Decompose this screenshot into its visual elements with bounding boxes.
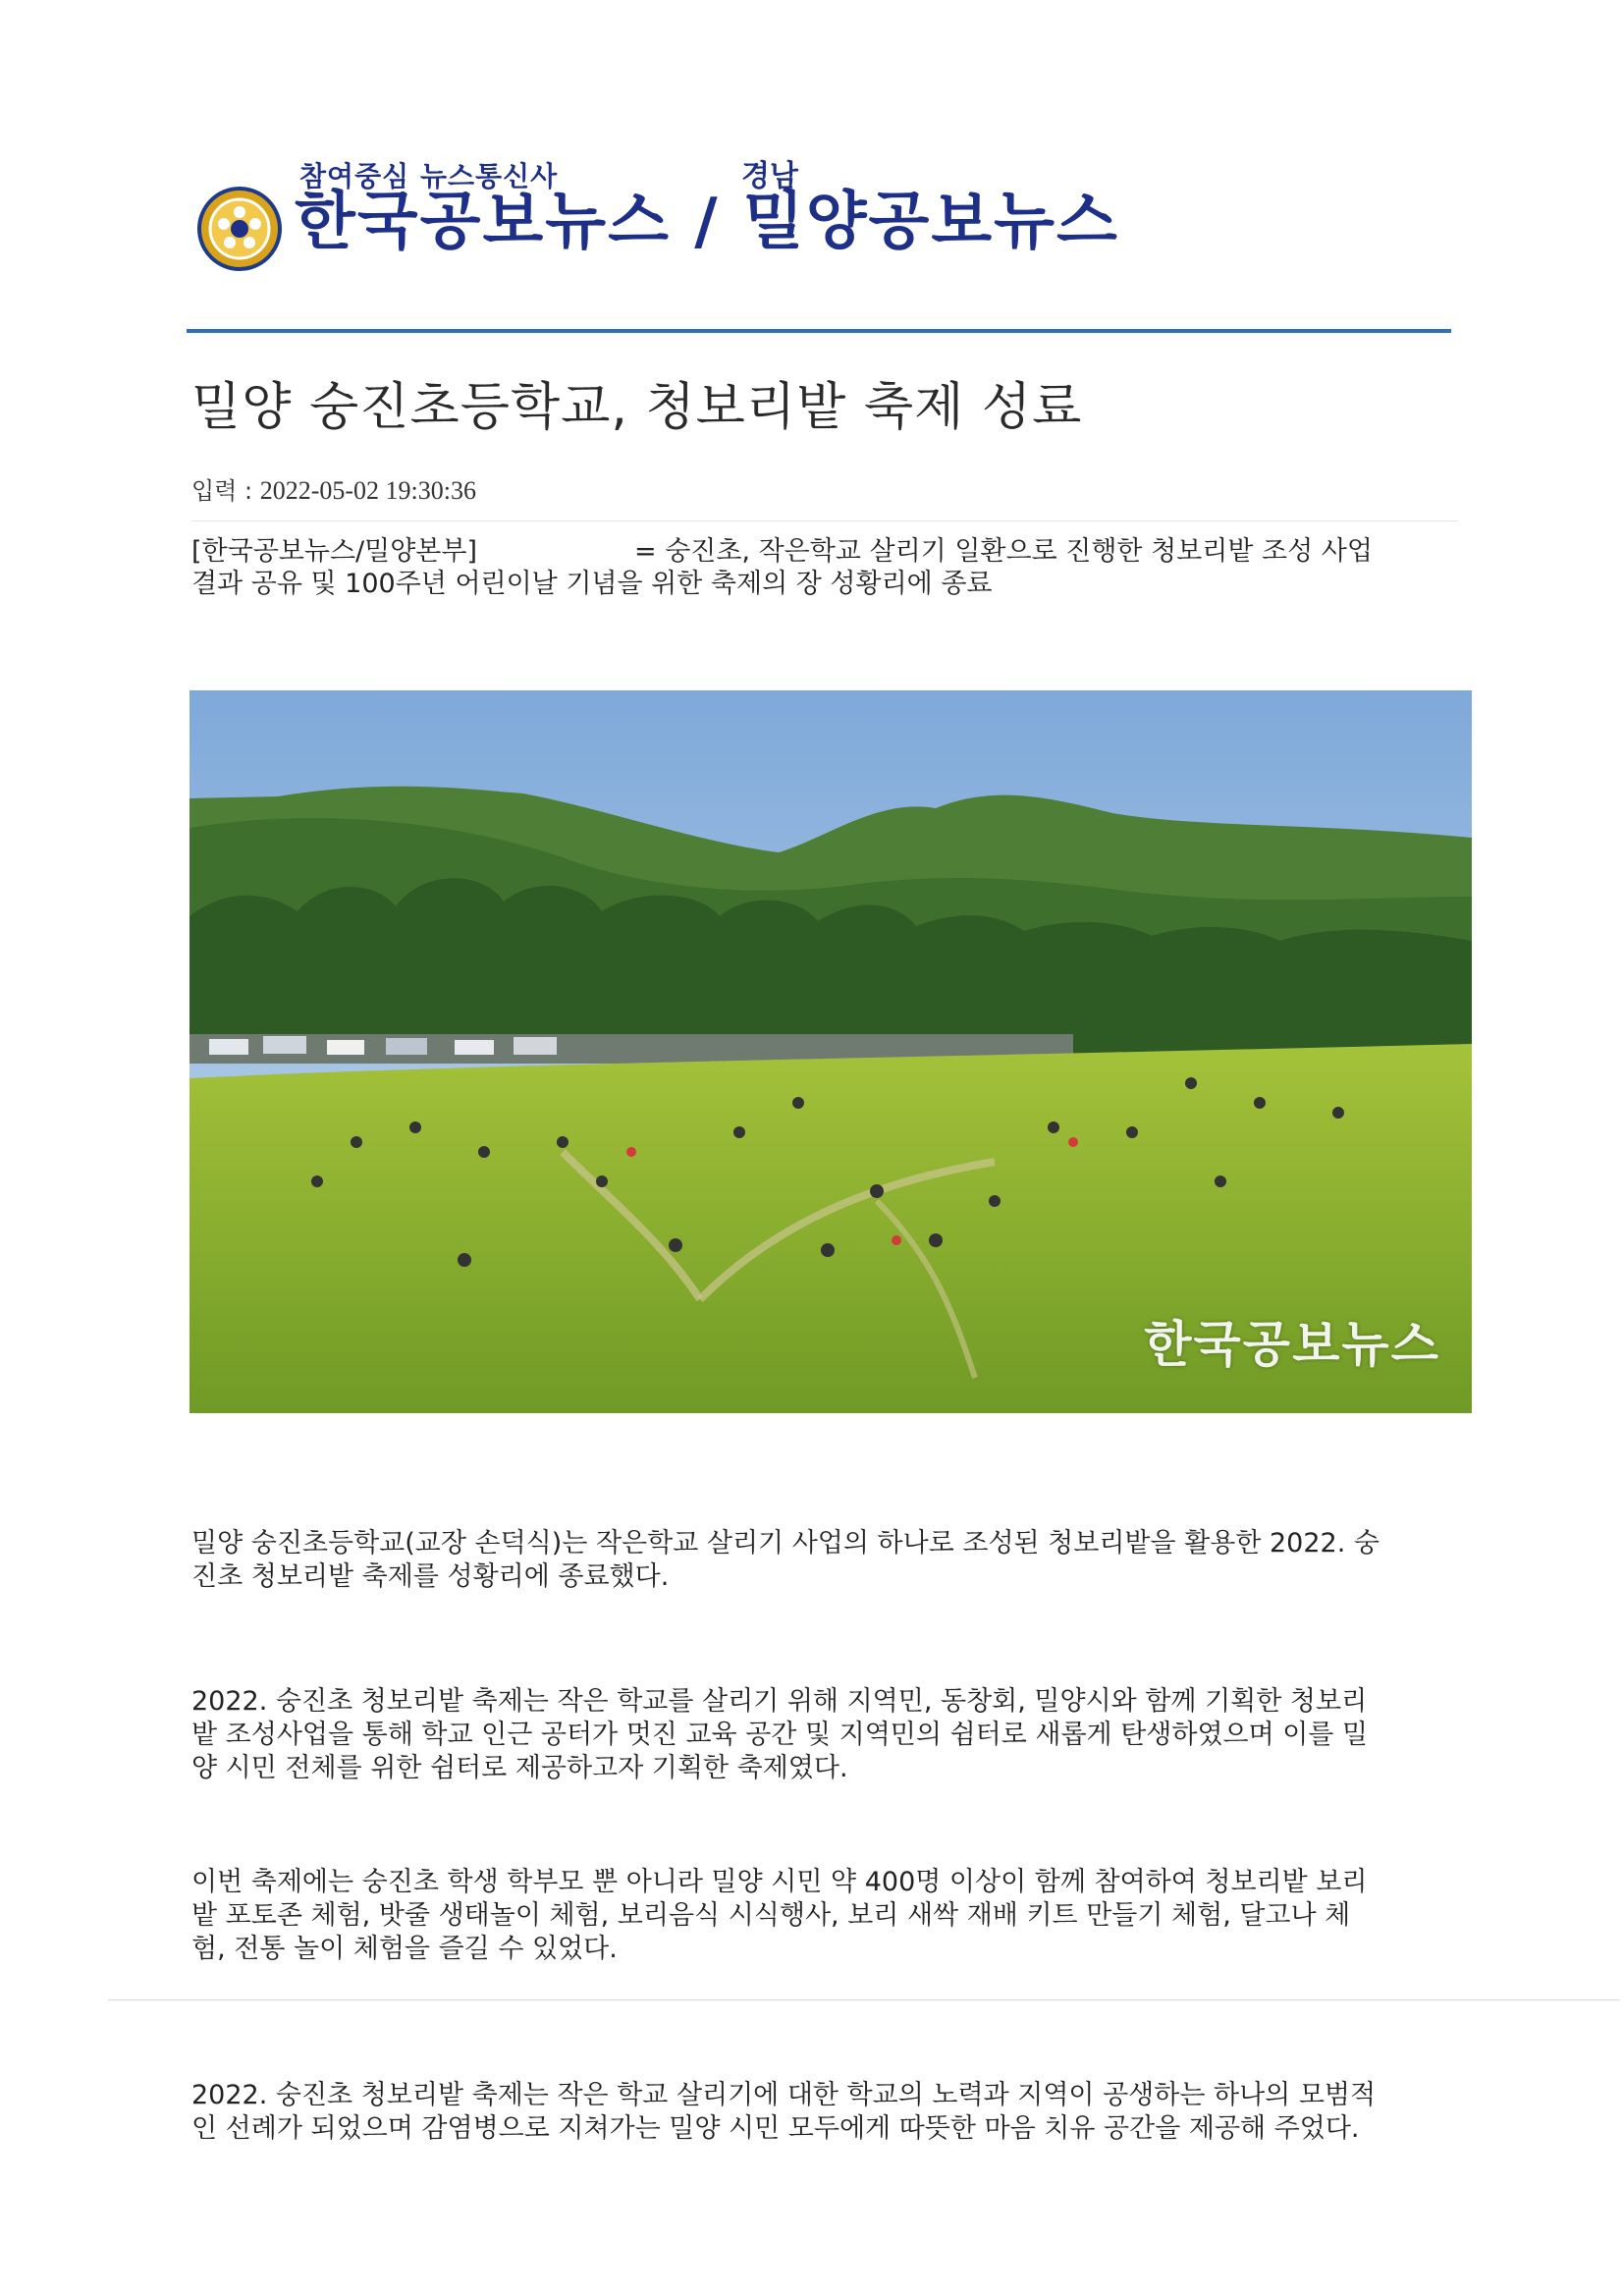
masthead-brand: 한국공보뉴스 / 밀양공보뉴스 — [295, 186, 1119, 258]
lede-line-2: 결과 공유 및 100주년 어린이날 기념을 위한 축제의 장 성황리에 종료 — [191, 569, 993, 599]
paragraph-3 — [191, 1866, 1468, 1966]
paragraph-4 — [191, 2079, 1468, 2146]
meta-date: 2022-05-02 19:30:36 — [259, 476, 476, 505]
paragraph-line: 양 시민 전체를 위한 쉼터로 제공하고자 기획한 축제였다. — [191, 1753, 848, 1783]
paragraph-line: 밭 포토존 체험, 밧줄 생태놀이 체험, 보리음식 시식행사, 보리 새싹 재배 키트 만들기 체험, 달고나 체 — [191, 1900, 1351, 1931]
paragraph-line: 진초 청보리밭 축제를 성황리에 종료했다. — [191, 1561, 670, 1592]
paragraph-line: 이번 축제에는 숭진초 학생 학부모 뿐 아니라 밀양 시민 약 400명 이상이 함께 참여하여 청보리밭 보리 — [191, 1867, 1368, 1897]
lede-source: [한국공보뉴스/밀양본부] — [191, 536, 477, 567]
paragraph-2 — [191, 1685, 1468, 1785]
paragraph-line: 험, 전통 놀이 체험을 즐길 수 있었다. — [191, 1934, 618, 1964]
paragraph-line: 밀양 숭진초등학교(교장 손덕식)는 작은학교 살리기 사업의 하나로 조성된 청보리밭을 활용한 2022. 숭 — [191, 1528, 1380, 1558]
article-lede — [191, 535, 1468, 600]
lede-line-1 — [191, 535, 1468, 568]
article-meta — [191, 471, 476, 506]
paragraph-1 — [191, 1527, 1468, 1594]
article-photo — [189, 690, 1472, 1413]
paragraph-line: 인 선례가 되었으며 감염병으로 지쳐가는 밀양 시민 모두에게 따뜻한 마음 치유 공간을 제공해 주었다. — [191, 2113, 1360, 2144]
paragraph-line: 2022. 숭진초 청보리밭 축제는 작은 학교 살리기에 대한 학교의 노력과 지역이 공생하는 하나의 모범적 — [191, 2080, 1377, 2110]
masthead — [191, 147, 1134, 275]
paragraph-line: 2022. 숭진초 청보리밭 축제는 작은 학교를 살리기 위해 지역민, 동창회, 밀양시와 함께 기획한 청보리 — [191, 1686, 1368, 1717]
photo-watermark: 한국공보뉴스 — [1144, 1316, 1440, 1373]
meta-divider — [191, 520, 1458, 521]
emblem-icon — [197, 187, 282, 271]
article-headline: 밀양 숭진초등학교, 청보리밭 축제 성료 — [191, 378, 1083, 437]
scan-artifact — [108, 1999, 1620, 2000]
lede-line-1-text: = 숭진초, 작은학교 살리기 일환으로 진행한 청보리밭 조성 사업 — [633, 536, 1373, 567]
masthead-region: 경남 — [741, 159, 798, 193]
header-divider — [187, 329, 1451, 333]
meta-label: 입력 : — [191, 477, 260, 505]
paragraph-line: 밭 조성사업을 통해 학교 인근 공터가 멋진 교육 공간 및 지역민의 쉼터로 새롭게 탄생하였으며 이를 밀 — [191, 1720, 1369, 1750]
masthead-tagline: 참여중심 뉴스통신사 — [299, 160, 559, 192]
